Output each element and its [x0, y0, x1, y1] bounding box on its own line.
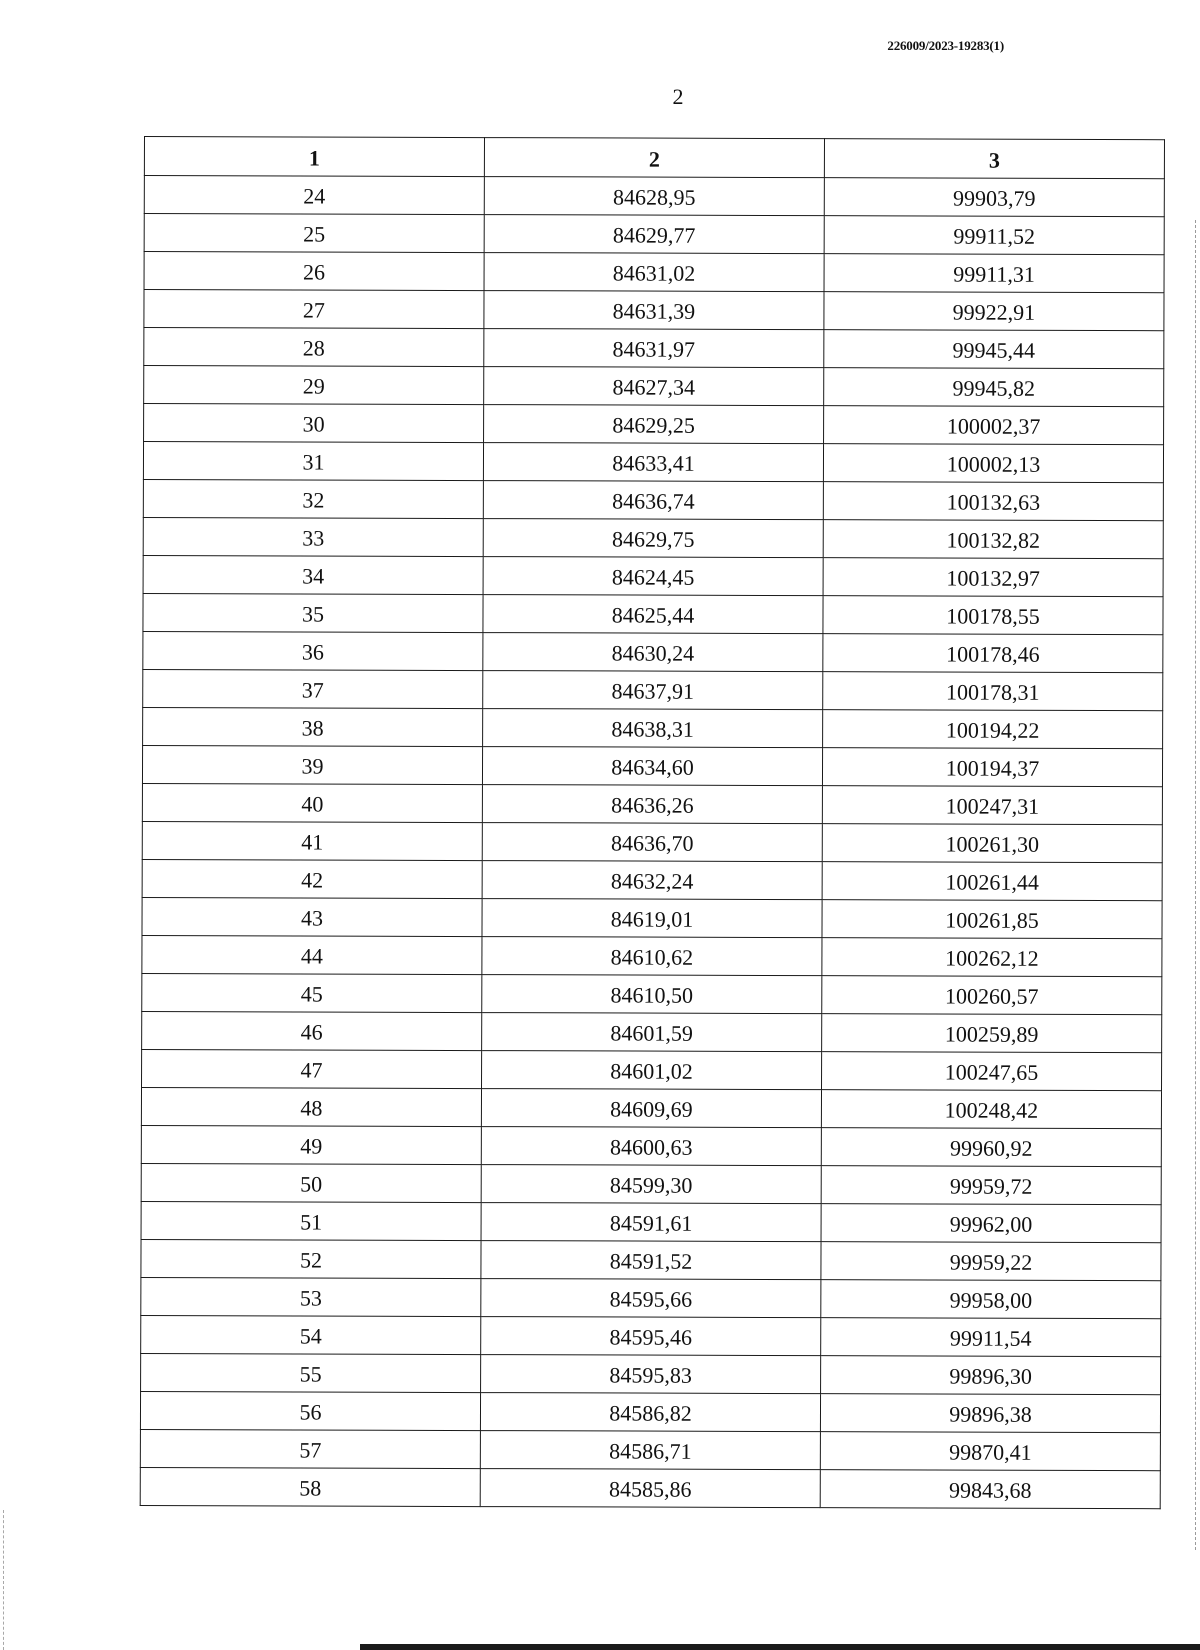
point-number-cell: 38	[143, 707, 483, 746]
point-number-cell: 28	[144, 328, 484, 367]
table-row	[141, 1239, 1161, 1280]
y-coordinate-cell: 100247,31	[822, 786, 1162, 825]
table-row	[141, 1353, 1161, 1394]
x-coordinate-cell: 84586,82	[480, 1393, 820, 1432]
y-coordinate-cell: 99959,72	[821, 1166, 1161, 1205]
point-number-cell: 56	[140, 1391, 480, 1430]
point-number-cell: 32	[143, 479, 483, 518]
point-number-cell: 58	[140, 1467, 480, 1506]
point-number-cell: 50	[141, 1163, 481, 1202]
point-number-cell: 55	[141, 1353, 481, 1392]
point-number-cell: 42	[142, 859, 482, 898]
point-number-cell: 24	[144, 176, 484, 215]
y-coordinate-cell: 99945,44	[824, 330, 1164, 369]
y-coordinate-cell: 100002,37	[824, 406, 1164, 445]
table-row	[144, 252, 1164, 293]
table-row	[144, 366, 1164, 407]
y-coordinate-cell: 100194,22	[823, 710, 1163, 749]
y-coordinate-cell: 99958,00	[821, 1280, 1161, 1319]
x-coordinate-cell: 84636,26	[482, 785, 822, 824]
y-coordinate-cell: 99843,68	[820, 1470, 1160, 1509]
table-row	[141, 1163, 1161, 1204]
table-row	[141, 1125, 1161, 1166]
y-coordinate-cell: 100132,82	[823, 520, 1163, 559]
column-header: 2	[484, 138, 824, 178]
column-header: 3	[824, 139, 1164, 179]
point-number-cell: 51	[141, 1201, 481, 1240]
y-coordinate-cell: 99911,31	[824, 254, 1164, 293]
y-coordinate-cell: 100248,42	[821, 1090, 1161, 1129]
table-row	[141, 1277, 1161, 1318]
table-row	[144, 328, 1164, 369]
x-coordinate-cell: 84595,66	[481, 1279, 821, 1318]
table-row	[141, 1201, 1161, 1242]
point-number-cell: 47	[142, 1049, 482, 1088]
table-row	[143, 631, 1163, 672]
x-coordinate-cell: 84600,63	[481, 1127, 821, 1166]
table-row	[142, 859, 1162, 900]
table-row	[142, 973, 1162, 1014]
point-number-cell: 40	[142, 783, 482, 822]
point-number-cell: 53	[141, 1277, 481, 1316]
point-number-cell: 27	[144, 290, 484, 329]
point-number-cell: 43	[142, 897, 482, 936]
point-number-cell: 29	[144, 366, 484, 405]
point-number-cell: 49	[141, 1125, 481, 1164]
table-row	[142, 821, 1162, 862]
table-row	[144, 214, 1164, 255]
y-coordinate-cell: 100178,55	[823, 596, 1163, 635]
point-number-cell: 30	[144, 404, 484, 443]
page-number: 2	[672, 84, 684, 109]
point-number-cell: 46	[142, 1011, 482, 1050]
x-coordinate-cell: 84591,61	[481, 1203, 821, 1242]
x-coordinate-cell: 84625,44	[483, 595, 823, 634]
x-coordinate-cell: 84634,60	[482, 747, 822, 786]
table-row	[141, 1315, 1161, 1356]
x-coordinate-cell: 84632,24	[482, 861, 822, 900]
y-coordinate-cell: 99870,41	[820, 1432, 1160, 1471]
x-coordinate-cell: 84629,77	[484, 215, 824, 254]
y-coordinate-cell: 99903,79	[824, 178, 1164, 217]
y-coordinate-cell: 99960,92	[821, 1128, 1161, 1167]
table-row	[140, 1391, 1160, 1432]
point-number-cell: 44	[142, 935, 482, 974]
coordinates-table-container	[140, 136, 1164, 1509]
x-coordinate-cell: 84636,74	[483, 481, 823, 520]
scan-edge-mark	[1195, 220, 1200, 1550]
y-coordinate-cell: 99911,52	[824, 216, 1164, 255]
x-coordinate-cell: 84631,02	[484, 253, 824, 292]
point-number-cell: 48	[141, 1087, 481, 1126]
point-number-cell: 35	[143, 593, 483, 632]
point-number-cell: 36	[143, 631, 483, 670]
point-number-cell: 34	[143, 555, 483, 594]
table-row	[143, 669, 1163, 710]
table-row	[140, 1429, 1160, 1470]
x-coordinate-cell: 84629,75	[483, 519, 823, 558]
y-coordinate-cell: 99896,38	[820, 1394, 1160, 1433]
point-number-cell: 33	[143, 517, 483, 556]
table-row	[142, 897, 1162, 938]
point-number-cell: 57	[140, 1429, 480, 1468]
table-row	[143, 707, 1163, 748]
point-number-cell: 25	[144, 214, 484, 253]
x-coordinate-cell: 84601,02	[482, 1051, 822, 1090]
y-coordinate-cell: 100262,12	[822, 938, 1162, 977]
table-row	[143, 555, 1163, 596]
x-coordinate-cell: 84601,59	[482, 1013, 822, 1052]
table-row	[143, 593, 1163, 634]
y-coordinate-cell: 100259,89	[822, 1014, 1162, 1053]
y-coordinate-cell: 100002,13	[823, 444, 1163, 483]
y-coordinate-cell: 100178,46	[823, 634, 1163, 673]
y-coordinate-cell: 100261,44	[822, 862, 1162, 901]
x-coordinate-cell: 84599,30	[481, 1165, 821, 1204]
x-coordinate-cell: 84610,50	[482, 975, 822, 1014]
point-number-cell: 54	[141, 1315, 481, 1354]
table-header-row	[144, 137, 1164, 179]
y-coordinate-cell: 99962,00	[821, 1204, 1161, 1243]
x-coordinate-cell: 84627,34	[484, 367, 824, 406]
y-coordinate-cell: 99945,82	[824, 368, 1164, 407]
y-coordinate-cell: 99896,30	[821, 1356, 1161, 1395]
point-number-cell: 41	[142, 821, 482, 860]
y-coordinate-cell: 100261,85	[822, 900, 1162, 939]
y-coordinate-cell: 99959,22	[821, 1242, 1161, 1281]
table-row	[144, 290, 1164, 331]
point-number-cell: 52	[141, 1239, 481, 1278]
y-coordinate-cell: 100194,37	[822, 748, 1162, 787]
x-coordinate-cell: 84595,46	[481, 1317, 821, 1356]
x-coordinate-cell: 84619,01	[482, 899, 822, 938]
x-coordinate-cell: 84636,70	[482, 823, 822, 862]
table-row	[144, 176, 1164, 217]
x-coordinate-cell: 84631,39	[484, 291, 824, 330]
y-coordinate-cell: 99922,91	[824, 292, 1164, 331]
table-row	[142, 745, 1162, 786]
table-row	[143, 442, 1163, 483]
y-coordinate-cell: 100261,30	[822, 824, 1162, 863]
y-coordinate-cell: 100178,31	[823, 672, 1163, 711]
table-row	[144, 404, 1164, 445]
table-row	[142, 935, 1162, 976]
scan-bottom-bar	[360, 1644, 1200, 1650]
x-coordinate-cell: 84630,24	[483, 633, 823, 672]
x-coordinate-cell: 84628,95	[484, 177, 824, 216]
table-row	[142, 783, 1162, 824]
point-number-cell: 39	[142, 745, 482, 784]
x-coordinate-cell: 84624,45	[483, 557, 823, 596]
table-row	[142, 1049, 1162, 1090]
y-coordinate-cell: 99911,54	[821, 1318, 1161, 1357]
x-coordinate-cell: 84637,91	[483, 671, 823, 710]
scan-edge-mark	[0, 1510, 4, 1650]
point-number-cell: 31	[143, 442, 483, 481]
x-coordinate-cell: 84586,71	[480, 1431, 820, 1470]
x-coordinate-cell: 84595,83	[481, 1355, 821, 1394]
coordinates-table	[140, 136, 1165, 1509]
y-coordinate-cell: 100260,57	[822, 976, 1162, 1015]
x-coordinate-cell: 84610,62	[482, 937, 822, 976]
x-coordinate-cell: 84591,52	[481, 1241, 821, 1280]
x-coordinate-cell: 84609,69	[481, 1089, 821, 1128]
column-header: 1	[144, 137, 484, 177]
x-coordinate-cell: 84638,31	[483, 709, 823, 748]
x-coordinate-cell: 84585,86	[480, 1469, 820, 1508]
table-row	[143, 479, 1163, 520]
point-number-cell: 37	[143, 669, 483, 708]
document-reference-number: 226009/2023-19283(1)	[887, 38, 1004, 53]
table-row	[141, 1087, 1161, 1128]
table-body	[140, 176, 1164, 1509]
table-row	[143, 517, 1163, 558]
table-row	[140, 1467, 1160, 1508]
y-coordinate-cell: 100247,65	[822, 1052, 1162, 1091]
y-coordinate-cell: 100132,63	[823, 482, 1163, 521]
point-number-cell: 26	[144, 252, 484, 291]
point-number-cell: 45	[142, 973, 482, 1012]
x-coordinate-cell: 84629,25	[484, 405, 824, 444]
x-coordinate-cell: 84631,97	[484, 329, 824, 368]
table-row	[142, 1011, 1162, 1052]
x-coordinate-cell: 84633,41	[483, 443, 823, 482]
y-coordinate-cell: 100132,97	[823, 558, 1163, 597]
